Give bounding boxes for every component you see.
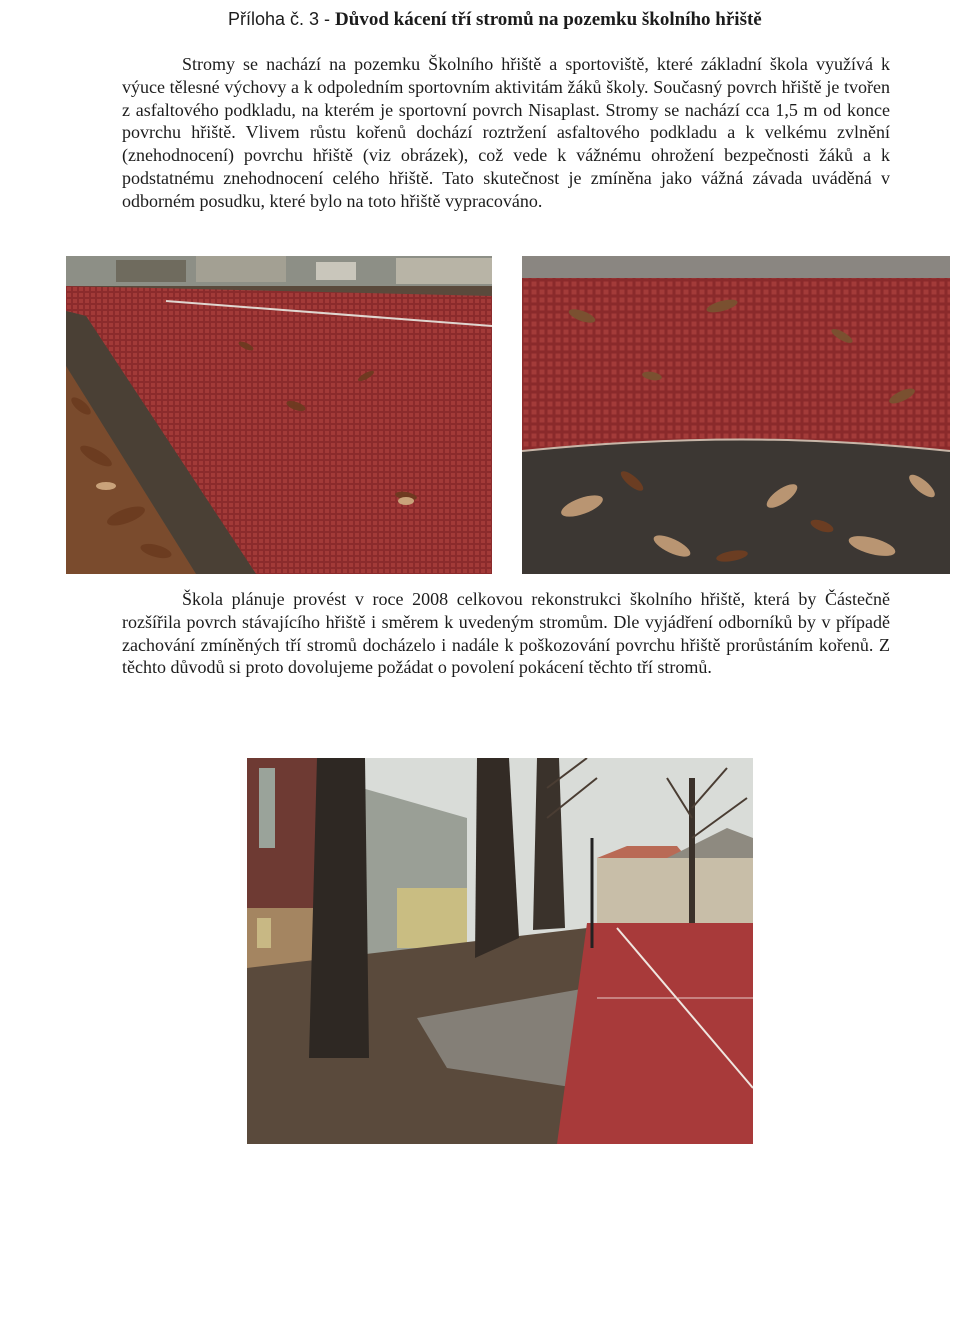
- court-photo-left-image: [66, 256, 492, 574]
- paragraph-1: [122, 53, 890, 213]
- photo-court-surface-right: [522, 256, 950, 574]
- page-title: [228, 8, 848, 31]
- paragraph-2: Škola plánuje provést v roce 2008 celkovou rekonstrukci školního hřiště, která by Částečně rozšířila povrch stávajícího hřiště i směrem k uvedeným stromům. Dle vyjádření odborníků by v případě zachování zmíněných tří stromů docházelo i nadále k poškozování povrchu hřiště prorůstáním kořenů. Z těchto důvodů si proto dovolujeme požádat o povolení pokácení těchto tří stromů.: [122, 589, 890, 678]
- court-photo-right-image: [522, 256, 950, 574]
- trees-photo-image: [247, 758, 753, 1144]
- photo-trees-playground: [247, 758, 753, 1144]
- title-prefix: Příloha č. 3 -: [228, 9, 336, 29]
- title-main: Důvod kácení tří stromů na pozemku školního hřiště: [335, 9, 762, 30]
- photo-court-surface-left: [66, 256, 492, 574]
- paragraph-1-text: Stromy se nachází na pozemku Školního hřiště a sportoviště, které základní škola využívá k výuce tělesné výchovy a k odpoledním sportovním aktivitám žáků školy. Současný povrch hřiště je tvořen z asfaltového podkladu, na kterém je sportovní povrch Nisaplast. Stromy se nachází cca 1,5 m od konce povrchu hřiště. Vlivem růstu kořenů dochází roztržení asfaltového podkladu a k velkému zvlnění (znehodnocení) povrchu hřiště (viz obrázek), což vede k vážnému ohrožení bezpečnosti žáků a k podstatnému znehodnocení celého hřiště. Tato skutečnost je zmíněna jako vážná závada uváděná v odborném posudku, které bylo na toto hřiště vypracováno.: [122, 54, 890, 211]
